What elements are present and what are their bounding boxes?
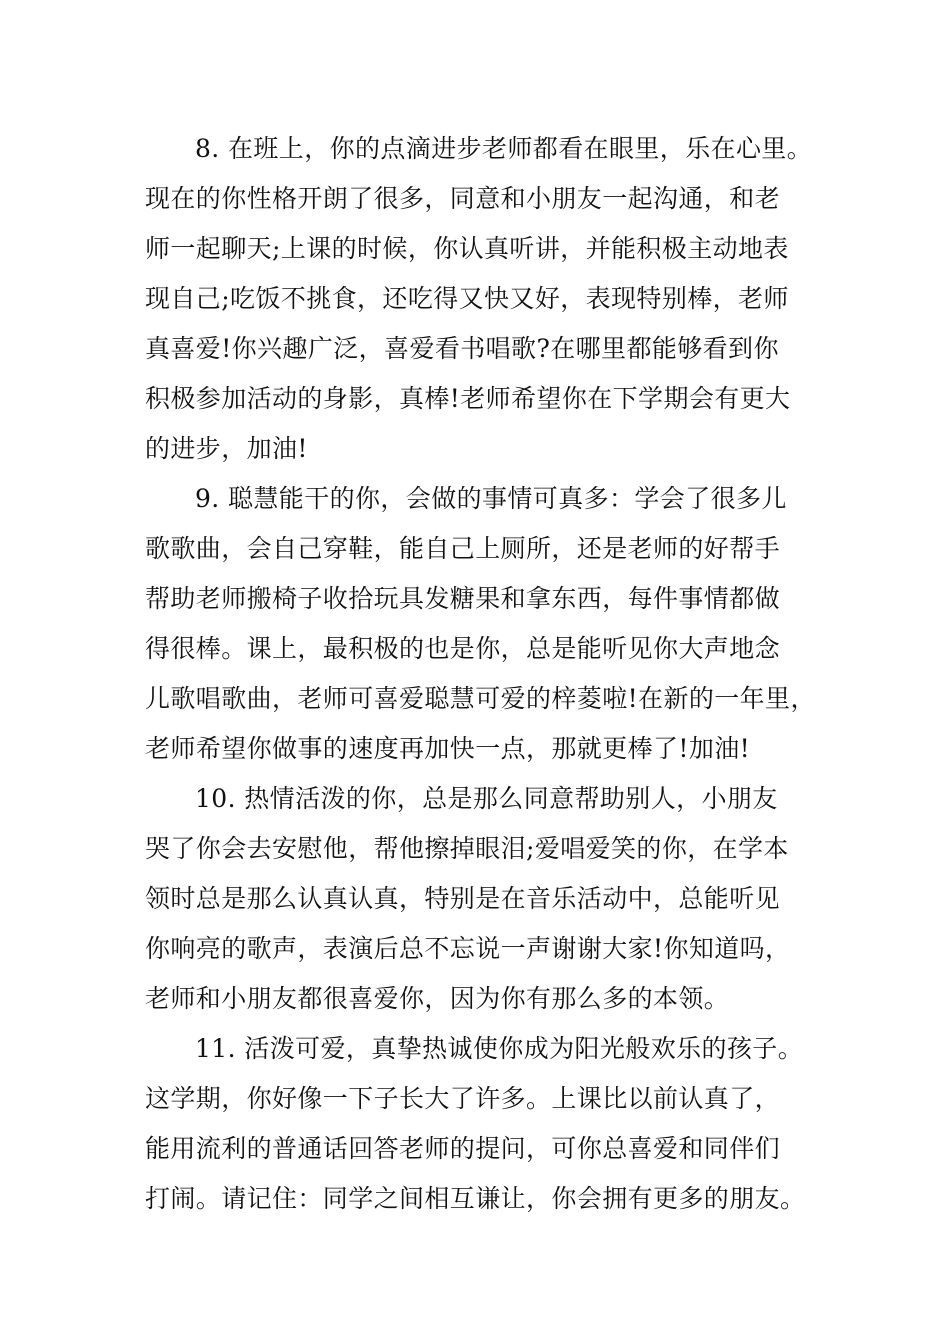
paragraph-line: 得很棒。课上，最积极的也是你，总是能听见你大声地念: [145, 634, 781, 663]
paragraph-line: 哭了你会去安慰他，帮他擦掉眼泪;爱唱爱笑的你，在学本: [145, 834, 789, 863]
paragraph-line: 8. 在班上，你的点滴进步老师都看在眼里，乐在心里。: [195, 134, 813, 163]
paragraph-line: 积极参加活动的身影，真棒!老师希望你在下学期会有更大: [145, 384, 791, 413]
paragraph-line: 歌歌曲，会自己穿鞋，能自己上厕所，还是老师的好帮手: [145, 534, 781, 563]
paragraph-10: [145, 774, 835, 1024]
paragraph-line: 领时总是那么认真认真，特别是在音乐活动中，总能听见: [145, 884, 781, 913]
paragraph-8: [145, 124, 835, 474]
paragraph-line: 的进步，加油!: [145, 434, 308, 463]
paragraph-line: 10. 热情活泼的你，总是那么同意帮助别人，小朋友: [195, 784, 778, 813]
paragraph-line: 真喜爱!你兴趣广泛，喜爱看书唱歌?在哪里都能够看到你: [145, 334, 779, 363]
paragraph-line: 打闹。请记住：同学之间相互谦让，你会拥有更多的朋友。: [145, 1184, 806, 1213]
paragraph-line: 现自己;吃饭不挑食，还吃得又快又好，表现特别棒，老师: [145, 284, 789, 313]
paragraph-9: [145, 474, 835, 774]
paragraph-line: 帮助老师搬椅子收拾玩具发糖果和拿东西，每件事情都做: [145, 584, 781, 613]
paragraph-line: 这学期，你好像一下子长大了许多。上课比以前认真了，: [145, 1084, 781, 1113]
paragraph-line: 老师希望你做事的速度再加快一点，那就更棒了!加油!: [145, 734, 751, 763]
paragraph-line: 老师和小朋友都很喜爱你，因为你有那么多的本领。: [145, 984, 730, 1013]
paragraph-11: [145, 1024, 835, 1224]
paragraph-line: 师一起聊天;上课的时候，你认真听讲，并能积极主动地表: [145, 234, 789, 263]
paragraph-line: 能用流利的普通话回答老师的提问，可你总喜爱和同伴们: [145, 1134, 781, 1163]
paragraph-line: 11. 活泼可爱，真挚热诚使你成为阳光般欢乐的孩子。: [195, 1034, 804, 1063]
paragraph-line: 9. 聪慧能干的你，会做的事情可真多：学会了很多儿: [195, 484, 787, 513]
paragraph-line: 现在的你性格开朗了很多，同意和小朋友一起沟通，和老: [145, 184, 781, 213]
paragraph-line: 你响亮的歌声，表演后总不忘说一声谢谢大家!你知道吗，: [145, 934, 791, 963]
paragraph-line: 儿歌唱歌曲，老师可喜爱聪慧可爱的梓菱啦!在新的一年里，: [145, 684, 816, 713]
